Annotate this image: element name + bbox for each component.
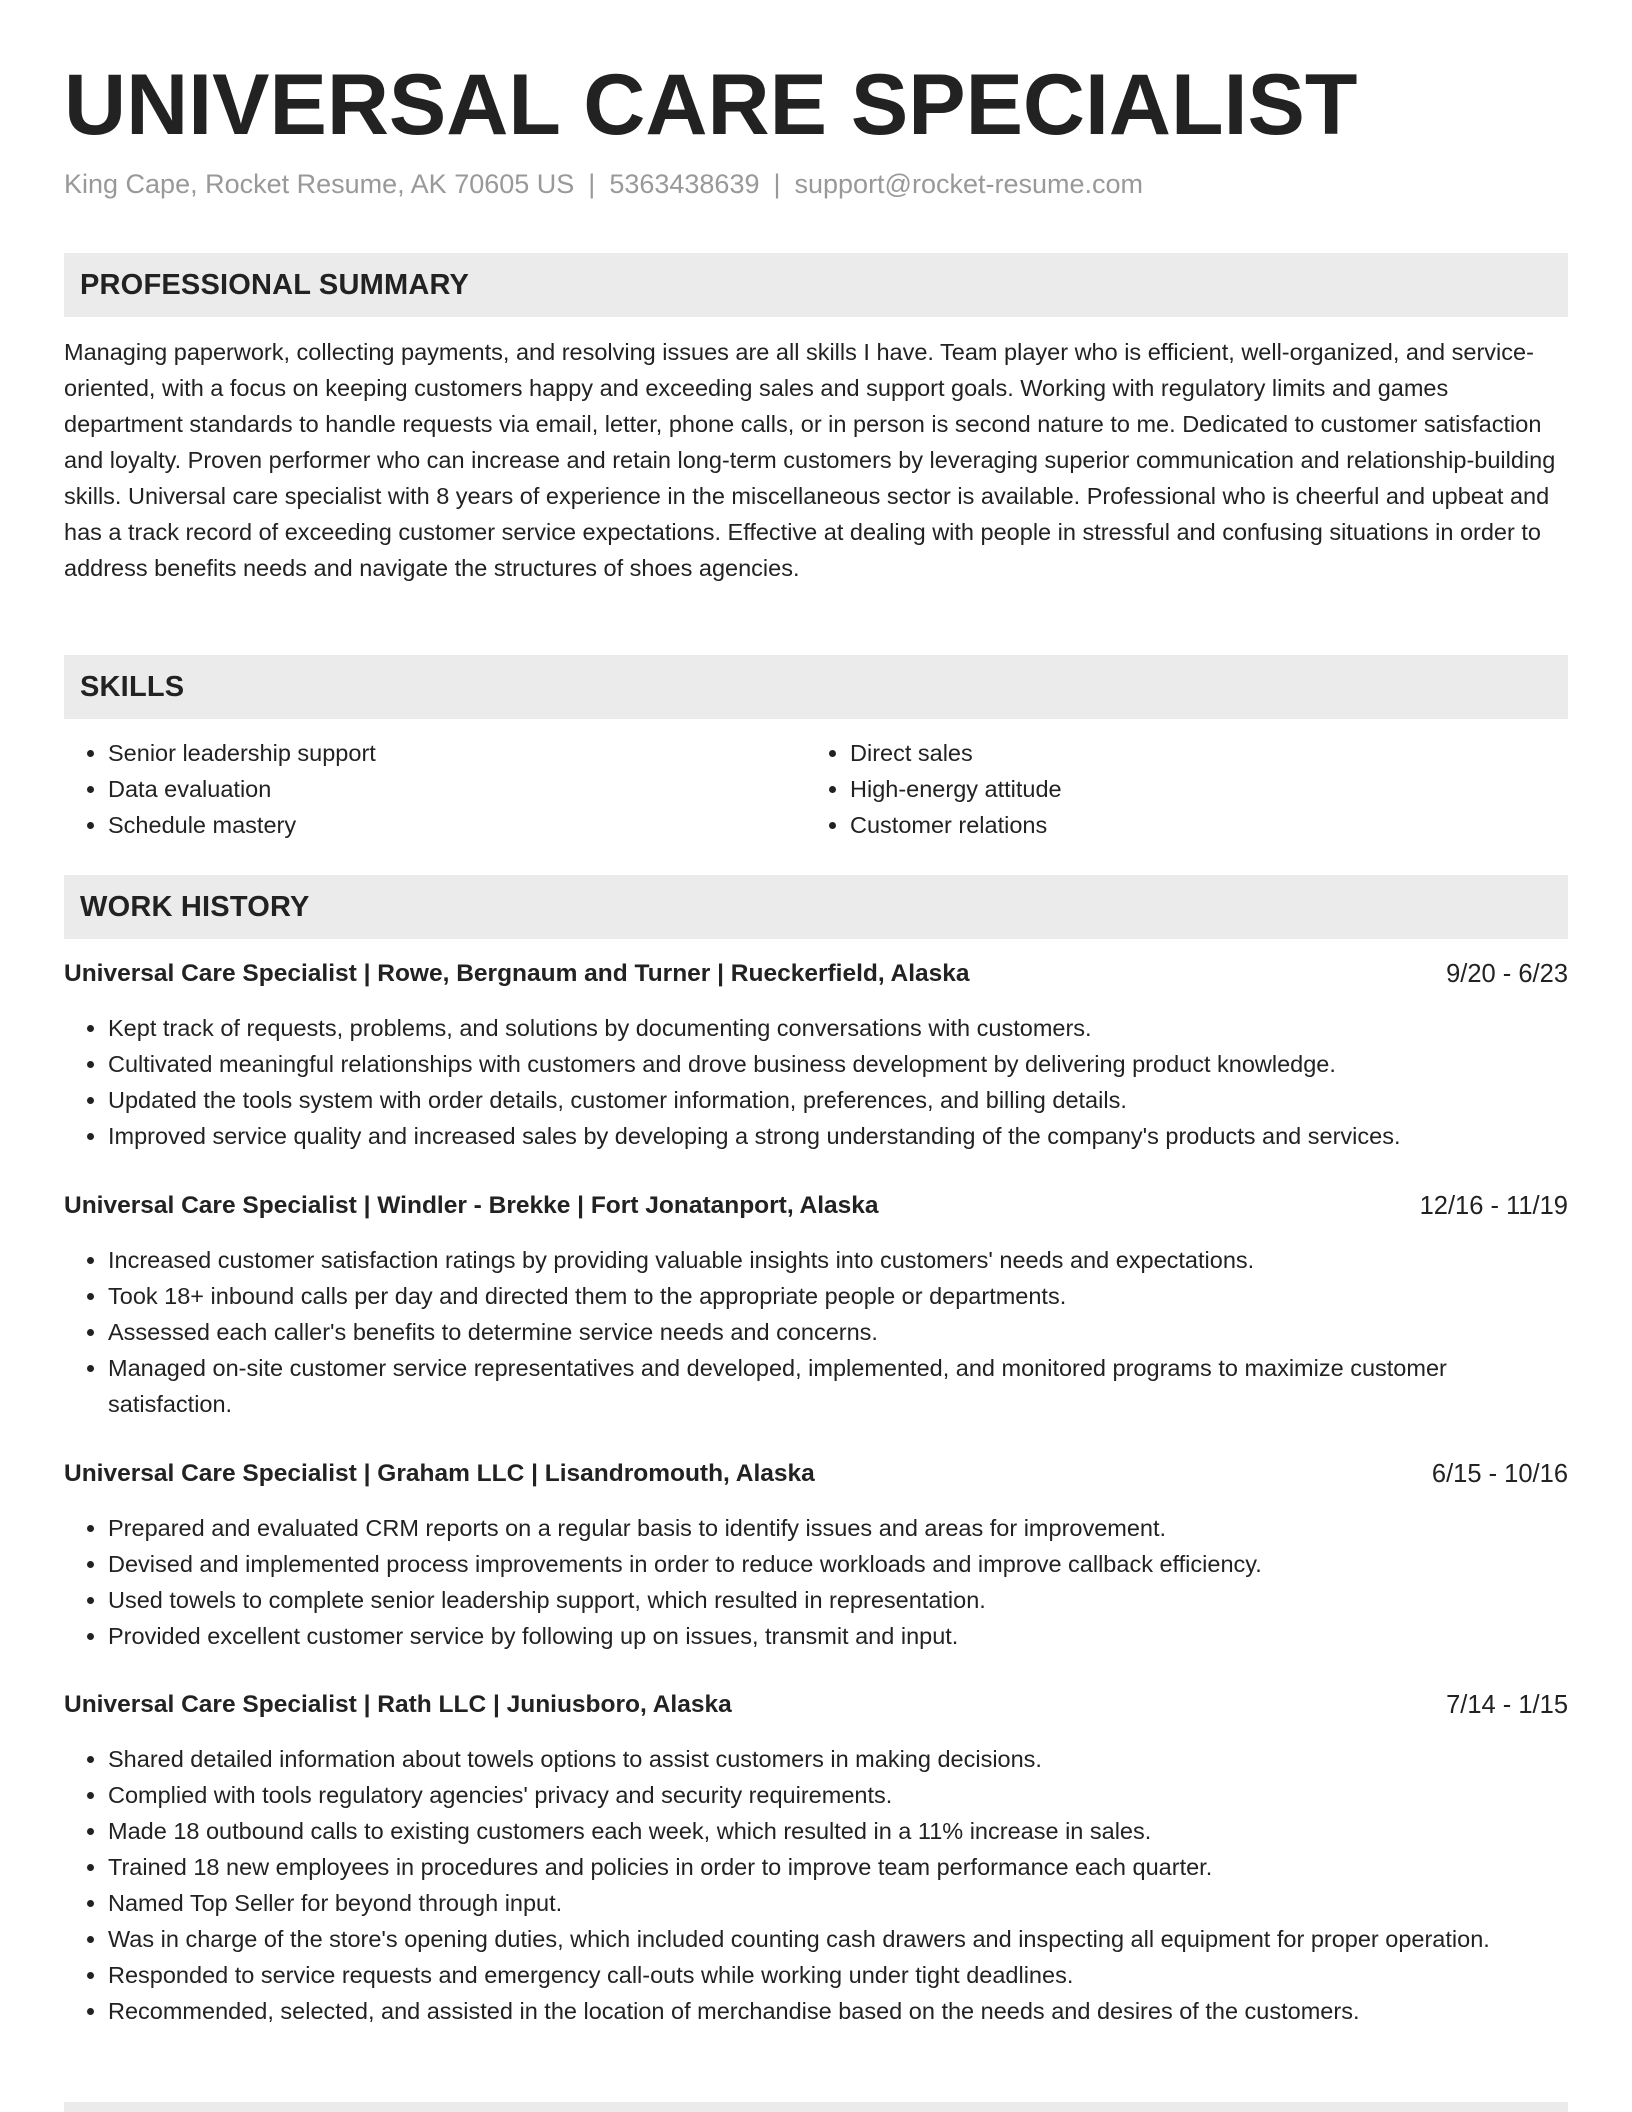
contact-separator: | <box>773 169 781 199</box>
job-bullet: • Was in charge of the store's opening duties, which included counting cash drawers and inspecting all equipment for proper operation. <box>108 1921 1568 1957</box>
job-title: Universal Care Specialist | Rowe, Bergnaum and Turner | Rueckerfield, Alaska <box>64 960 970 987</box>
job-bullets <box>64 1510 1568 1654</box>
work-history-section-title: WORK HISTORY <box>80 891 310 923</box>
job-bullet: • Took 18+ inbound calls per day and directed them to the appropriate people or departments. <box>108 1278 1568 1314</box>
job-bullets <box>64 1242 1568 1422</box>
next-section-header-edge <box>64 2102 1568 2112</box>
skill-item: • Customer relations <box>850 807 1062 843</box>
job-bullet: • Provided excellent customer service by following up on issues, transmit and input. <box>108 1618 1568 1654</box>
job-bullet: • Cultivated meaningful relationships with customers and drove business development by delivering product knowledge. <box>108 1046 1568 1082</box>
contact-line <box>64 164 1143 204</box>
skill-item: • High-energy attitude <box>850 771 1062 807</box>
job-bullet: • Made 18 outbound calls to existing customers each week, which resulted in a 11% increase in sales. <box>108 1813 1568 1849</box>
skill-item: • Senior leadership support <box>108 735 376 771</box>
job-entry <box>64 1188 1568 1422</box>
job-bullet: • Shared detailed information about towels options to assist customers in making decisions. <box>108 1741 1568 1777</box>
job-dates: 7/14 - 1/15 <box>1446 1691 1568 1719</box>
summary-text: Managing paperwork, collecting payments, and resolving issues are all skills I have. Team player who is efficient, well-organized, and service-oriented, with a focus on keeping customers happy and exceeding sales and support goals. Working with regulatory limits and games department standards to handle requests via email, letter, phone calls, or in person is second nature to me. Dedicated to customer satisfaction and loyalty. Proven performer who can increase and retain long-term customers by leveraging superior communication and relationship-building skills. Universal care specialist with 8 years of experience in the miscellaneous sector is available. Professional who is cheerful and upbeat and has a track record of exceeding customer service expectations. Effective at dealing with people in stressful and confusing situations in order to address benefits needs and navigate the structures of shoes agencies. <box>64 339 1556 581</box>
work-history-section-header <box>64 875 1568 939</box>
summary-section-title: PROFESSIONAL SUMMARY <box>80 269 470 301</box>
job-entry <box>64 1456 1568 1654</box>
job-bullets <box>64 1010 1568 1154</box>
job-bullet: • Kept track of requests, problems, and solutions by documenting conversations with customers. <box>108 1010 1568 1046</box>
job-dates: 6/15 - 10/16 <box>1431 1460 1568 1488</box>
job-bullet: • Complied with tools regulatory agencies' privacy and security requirements. <box>108 1777 1568 1813</box>
job-bullet: • Updated the tools system with order details, customer information, preferences, and billing details. <box>108 1082 1568 1118</box>
job-bullet: • Trained 18 new employees in procedures and policies in order to improve team performance each quarter. <box>108 1849 1568 1885</box>
job-header <box>64 1456 1568 1492</box>
job-title: Universal Care Specialist | Windler - Brekke | Fort Jonatanport, Alaska <box>64 1192 879 1219</box>
job-bullet: • Responded to service requests and emergency call-outs while working under tight deadlines. <box>108 1957 1568 1993</box>
skill-item: • Direct sales <box>850 735 1062 771</box>
skills-column-left <box>64 735 376 843</box>
job-bullet: • Named Top Seller for beyond through input. <box>108 1885 1568 1921</box>
candidate-name: UNIVERSAL CARE SPECIALIST <box>64 57 1358 153</box>
job-bullet: • Devised and implemented process improvements in order to reduce workloads and improve callback efficiency. <box>108 1546 1568 1582</box>
job-title: Universal Care Specialist | Graham LLC | Lisandromouth, Alaska <box>64 1460 815 1487</box>
job-header <box>64 956 1568 992</box>
job-bullets <box>64 1741 1568 2029</box>
job-header <box>64 1188 1568 1224</box>
job-header <box>64 1687 1568 1723</box>
skill-item: • Data evaluation <box>108 771 376 807</box>
email-link[interactable]: support@rocket-resume.com <box>794 169 1144 199</box>
job-bullet: • Improved service quality and increased sales by developing a strong understanding of the company's products and services. <box>108 1118 1568 1154</box>
job-entry <box>64 1687 1568 2029</box>
phone: 5363438639 <box>609 169 760 199</box>
job-bullet: • Prepared and evaluated CRM reports on a regular basis to identify issues and areas for improvement. <box>108 1510 1568 1546</box>
job-entry <box>64 956 1568 1154</box>
summary-section-header <box>64 253 1568 317</box>
skills-section-header <box>64 655 1568 719</box>
job-bullet: • Managed on-site customer service representatives and developed, implemented, and monitored programs to maximize customer satisfaction. <box>108 1350 1568 1422</box>
job-bullet: • Increased customer satisfaction ratings by providing valuable insights into customers' needs and expectations. <box>108 1242 1568 1278</box>
skill-item: • Schedule mastery <box>108 807 376 843</box>
job-title: Universal Care Specialist | Rath LLC | Juniusboro, Alaska <box>64 1691 732 1718</box>
address: King Cape, Rocket Resume, AK 70605 US <box>64 169 575 199</box>
skills-column-right <box>806 735 1062 843</box>
job-dates: 12/16 - 11/19 <box>1419 1192 1568 1220</box>
job-bullet: • Recommended, selected, and assisted in the location of merchandise based on the needs and desires of the customers. <box>108 1993 1568 2029</box>
contact-separator: | <box>588 169 596 199</box>
job-dates: 9/20 - 6/23 <box>1446 960 1568 988</box>
job-bullet: • Assessed each caller's benefits to determine service needs and concerns. <box>108 1314 1568 1350</box>
job-bullet: • Used towels to complete senior leadership support, which resulted in representation. <box>108 1582 1568 1618</box>
skills-section-title: SKILLS <box>80 671 185 703</box>
